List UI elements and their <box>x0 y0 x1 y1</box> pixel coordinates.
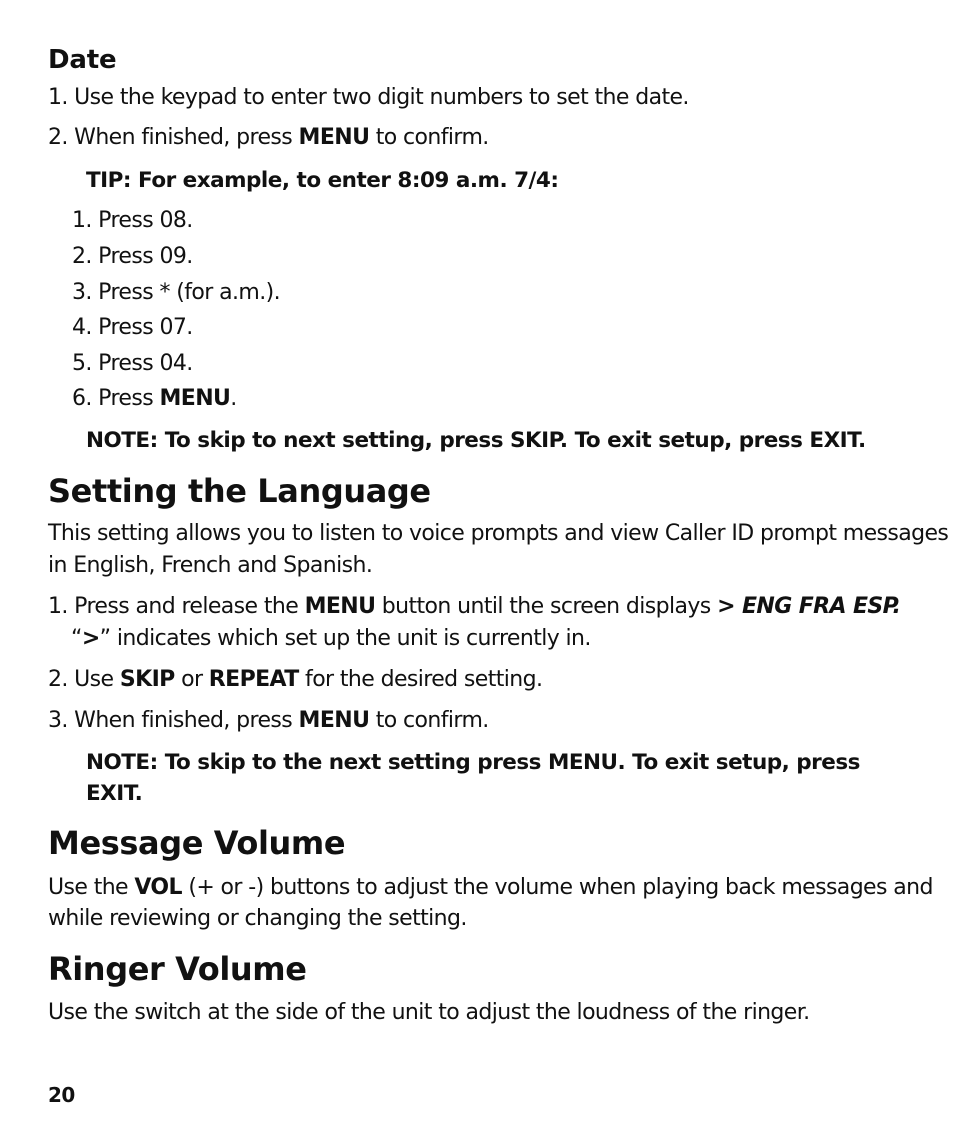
language-step-1-mid: button until the screen displays <box>375 594 718 619</box>
date-step-2 <box>48 127 489 149</box>
date-step-2-post: to confirm. <box>369 125 489 150</box>
language-step-1-line-2-post: ” indicates which set up the unit is currently in. <box>99 626 591 651</box>
tip-step-5: 5. Press 04. <box>72 351 193 376</box>
date-heading: Date <box>48 45 117 75</box>
language-intro-line-1: This setting allows you to listen to voice prompts and view Caller ID prompt messages <box>48 521 949 546</box>
open-quote: “ <box>71 626 82 651</box>
language-step-3 <box>48 710 489 732</box>
page-number: 20 <box>48 1083 75 1107</box>
message-volume-line-1-pre: Use the <box>48 875 135 900</box>
language-display-text: > ENG FRA ESP. <box>717 594 901 619</box>
date-step-2-pre: 2. When finished, press <box>48 125 299 150</box>
indicator-symbol: > <box>81 626 100 651</box>
menu-key-label: MENU <box>298 125 370 150</box>
vol-key-label: VOL <box>134 875 182 900</box>
language-step-2-post: for the desired setting. <box>298 667 543 692</box>
language-step-1-line-2 <box>71 628 591 650</box>
date-note: NOTE: To skip to next setting, press SKIP. To exit setup, press EXIT. <box>86 428 866 453</box>
language-step-1-pre: 1. Press and release the <box>48 594 305 619</box>
date-tip: TIP: For example, to enter 8:09 a.m. 7/4: <box>86 168 559 193</box>
tip-step-6-pre: 6. Press <box>72 386 160 411</box>
language-step-2-pre: 2. Use <box>48 667 120 692</box>
message-volume-heading: Message Volume <box>48 824 346 862</box>
tip-step-1: 1. Press 08. <box>72 208 193 233</box>
message-volume-line-2: while reviewing or changing the setting. <box>48 906 467 931</box>
menu-key-label: MENU <box>304 594 376 619</box>
tip-step-2: 2. Press 09. <box>72 244 193 269</box>
menu-key-label: MENU <box>159 386 231 411</box>
menu-key-label: MENU <box>298 708 370 733</box>
ringer-volume-heading: Ringer Volume <box>48 950 307 988</box>
language-step-3-pre: 3. When finished, press <box>48 708 299 733</box>
tip-step-3: 3. Press * (for a.m.). <box>72 280 280 305</box>
language-note-line-2: EXIT. <box>86 781 143 806</box>
date-step-1: 1. Use the keypad to enter two digit numbers to set the date. <box>48 85 689 110</box>
language-step-2-mid: or <box>174 667 209 692</box>
tip-step-4: 4. Press 07. <box>72 315 193 340</box>
tip-step-6-post: . <box>230 386 237 411</box>
message-volume-line-1 <box>48 877 933 899</box>
language-note-line-1: NOTE: To skip to the next setting press MENU. To exit setup, press <box>86 750 860 775</box>
language-step-1 <box>48 596 900 618</box>
language-step-3-post: to confirm. <box>369 708 489 733</box>
language-heading: Setting the Language <box>48 472 431 510</box>
ringer-volume-text: Use the switch at the side of the unit to adjust the loudness of the ringer. <box>48 1000 810 1025</box>
repeat-key-label: REPEAT <box>208 667 299 692</box>
language-intro-line-2: in English, French and Spanish. <box>48 553 373 578</box>
tip-step-6 <box>72 388 237 410</box>
message-volume-line-1-post: (+ or -) buttons to adjust the volume when playing back messages and <box>181 875 933 900</box>
language-step-2 <box>48 669 542 691</box>
skip-key-label: SKIP <box>119 667 175 692</box>
